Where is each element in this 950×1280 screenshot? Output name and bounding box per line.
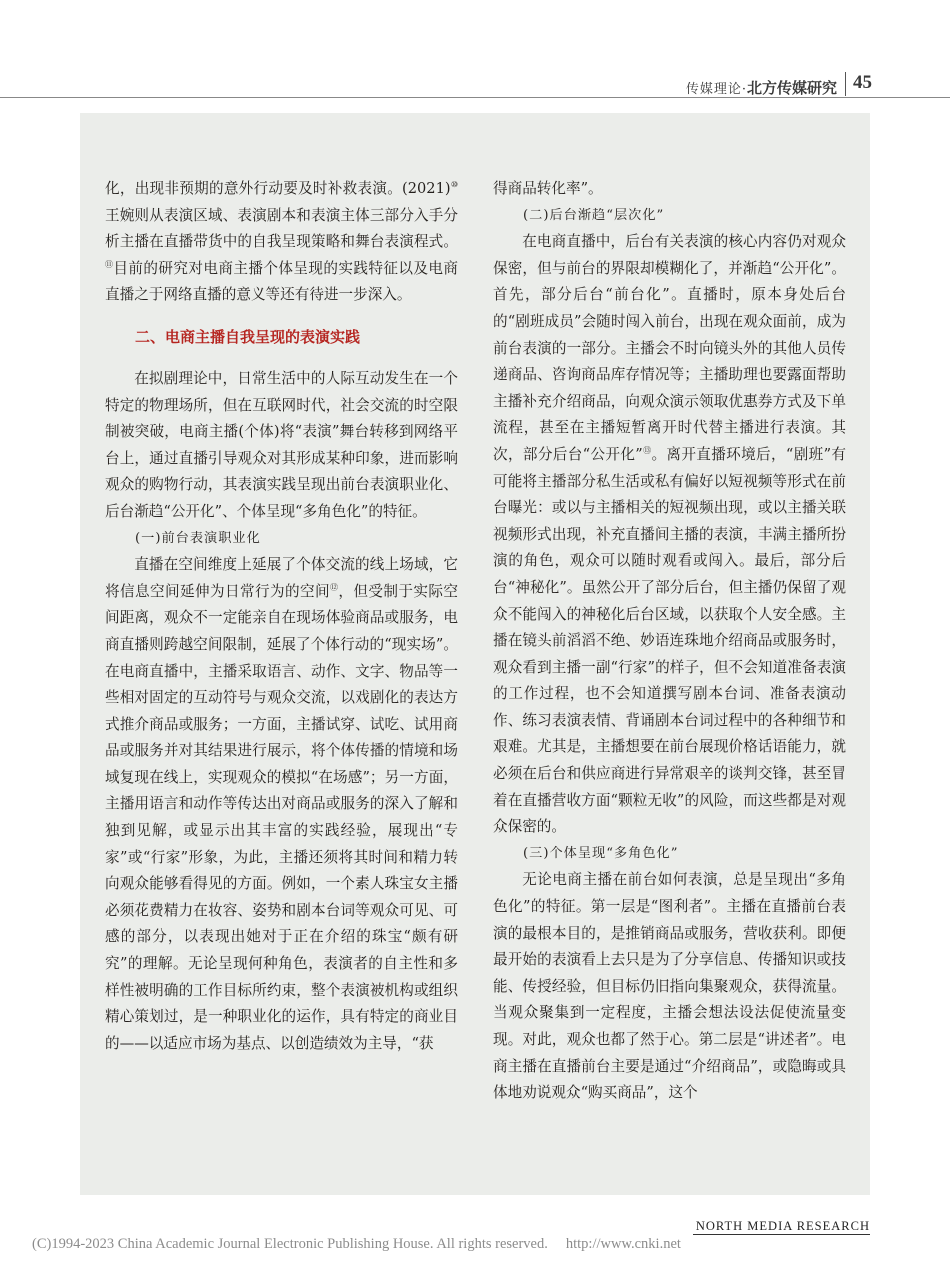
cnki-link[interactable]: http://www.cnki.net xyxy=(565,1236,681,1252)
paragraph: 化，出现非预期的意外行动要及时补救表演。(2021)⑩王婉则从表演区域、表演剧本和表演主体三部分入手分析主播在直播带货中的自我呈现策略和舞台表演程式。⑪目前的研究对电商主播个体呈现的实践特征以及电商直播之于网络直播的意义等还有待进一步深入。 xyxy=(105,180,459,304)
footnote-ref: ⑪ xyxy=(105,259,114,269)
footnote-ref: ⑬ xyxy=(642,446,652,456)
journal-logo-text: 北方传媒研究 xyxy=(746,79,837,97)
section-heading: 二、电商主播自我呈现的表演实践 xyxy=(135,327,361,346)
paragraph: 在电商直播中，后台有关表演的核心内容仍对观众保密，但与前台的界限却模糊化了，并渐趋“公开化”。首先，部分后台“前台化”。直播时，原本身处后台的“剧班成员”会随时闯入前台，出现在观众面前，成为前台表演的一部分。主播会不时向镜头外的其他人员传递商品、咨询商品库存情况等；主播助理也要露面帮助主播补充介绍商品，向观众演示领取优惠券方式及下单流程，甚至在主播短暂离开时代替主播进行表演。其次，部分后台“公开化”⑬。离开直播环境后，“剧班”有可能将主播部分私生活或私有偏好以短视频等形式在前台曝光：或以与主播相关的短视频出现，或以主播关联视频形式出现，补充直播间主播的表演，丰满主播所扮演的角色，观众可以随时观看或闯入。最后，部分后台“神秘化”。虽然公开了部分后台，但主播仍保留了观众不能闯入的神秘化后台区域，以获取个人安全感。主播在镜头前滔滔不绝、妙语连珠地介绍商品或服务时，观众看到主播一副“行家”的样子，但不会知道准备表演的工作过程，也不会知道撰写剧本台词、准备表演动作、练习表演表情、背诵剧本台词过程中的各种细节和艰难。尤其是，主播想要在前台展现价格话语能力，就必须在后台和供应商进行异常艰辛的谈判交锋，甚至冒着在直播营收方面“颗粒无收”的风险，而这些都是对观众保密的。 xyxy=(493,233,846,836)
subsection-heading: (二)后台渐趋“层次化” xyxy=(523,207,665,223)
footer-rule xyxy=(693,1234,870,1235)
running-header xyxy=(686,77,837,98)
header-divider xyxy=(845,72,846,96)
footnote-ref: ⑩ xyxy=(450,180,459,190)
right-column xyxy=(493,176,846,1107)
footnote-ref: ⑫ xyxy=(329,582,339,592)
footer-journal-name: NORTH MEDIA RESEARCH xyxy=(695,1219,870,1233)
paragraph: 直播在空间维度上延展了个体交流的线上场域，它将信息空间延伸为日常行为的空间⑫，但受制于实际空间距离，观众不一定能亲自在现场体验商品或服务，电商直播则跨越空间限制，延展了个体行动的“现实场”。在电商直播中，主播采取语言、动作、文字、物品等一些相对固定的互动符号与观众交流，以戏剧化的表达方式推介商品或服务；一方面，主播试穿、试吃、试用商品或服务并对其结果进行展示，将个体传播的情境和场域复现在线上，实现观众的模拟“在场感”；另一方面，主播用语言和动作等传达出对商品或服务的深入了解和独到见解，或显示出其丰富的实践经验，展现出“专家”或“行家”形象，为此，主播还须将其时间和精力转向观众能够看得见的方面。例如，一个素人珠宝女主播必须花费精力在妆容、姿势和剧本台词等观众可见、可感的部分，以表现出她对于正在介绍的珠宝“颇有研究”的理解。无论呈现何种角色，表演者的自主性和多样性被明确的工作目标所约束，整个表演被机构或组织精心策划过，是一种职业化的运作，具有特定的商业目的——以适应市场为基点、以创造绩效为主导，“获 xyxy=(105,556,458,1052)
paragraph: 在拟剧理论中，日常生活中的人际互动发生在一个特定的物理场所，但在互联网时代，社会交流的时空限制被突破，电商主播(个体)将“表演”舞台转移到网络平台上，通过直播引导观众对其形成某种印象，进而影响观众的购物行动，其表演实践呈现出前台表演职业化、后台渐趋“公开化”、个体呈现“多角色化”的特征。 xyxy=(105,369,458,520)
header-section: 传媒理论· xyxy=(685,82,747,97)
copyright-line xyxy=(32,1236,681,1253)
subsection-heading: (三)个体呈现“多角色化” xyxy=(523,845,679,861)
paragraph: 得商品转化率”。 xyxy=(493,180,603,197)
header-rule xyxy=(0,97,950,98)
copyright-text: (C)1994-2023 China Academic Journal Electronic Publishing House. All rights reserved. xyxy=(32,1236,548,1252)
paragraph: 无论电商主播在前台如何表演，总是呈现出“多角色化”的特征。第一层是“图利者”。主播在直播前台表演的最根本目的，是推销商品或服务，营收获利。即便最开始的表演看上去只是为了分享信息、传播知识或技能、传授经验，但目标仍旧指向集聚观众，获得流量。当观众聚集到一定程度，主播会想法设法促使流量变现。对此，观众也都了然于心。第二层是“讲述者”。电商主播在直播前台主要是通过“介绍商品”，或隐晦或具体地劝说观众“购买商品”，这个 xyxy=(493,871,846,1102)
subsection-heading: (一)前台表演职业化 xyxy=(135,530,261,546)
left-column xyxy=(105,176,458,1057)
page-number: 45 xyxy=(853,72,872,93)
